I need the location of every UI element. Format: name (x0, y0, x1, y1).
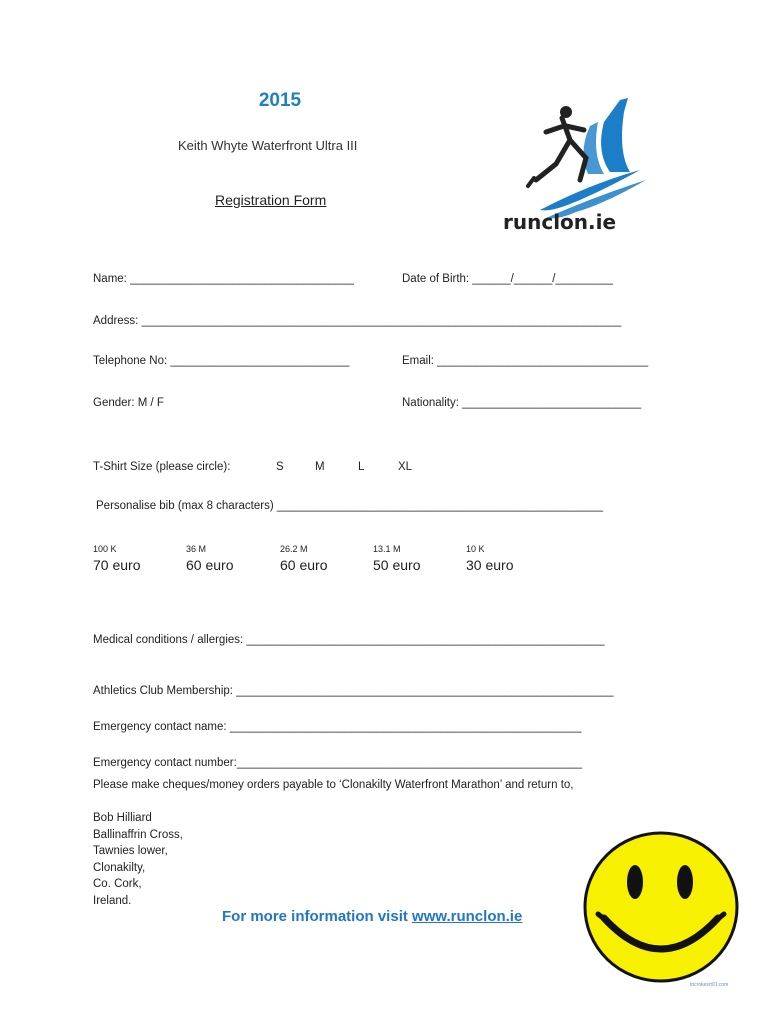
distance-10k: 10 K (466, 544, 485, 554)
address-line: Ballinaffrin Cross, (93, 828, 183, 841)
payment-note: Please make cheques/money orders payable to ‘Clonakilty Waterfront Marathon’ and return to, (93, 779, 574, 791)
gender-field: Gender: M / F (93, 397, 164, 409)
more-info-prefix: For more information visit (222, 908, 413, 925)
dob-field: Date of Birth: ______/______/_________ (402, 273, 614, 285)
distance-100k: 100 K (93, 544, 117, 554)
price-26m: 60 euro (280, 557, 328, 573)
tshirt-size-l: L (358, 461, 365, 473)
price-10k: 30 euro (466, 557, 514, 573)
smiley-face-icon (582, 830, 740, 985)
address-line: Bob Hilliard (93, 812, 152, 824)
event-name: Keith Whyte Waterfront Ultra III (178, 138, 358, 153)
logo-text: runclon.ie (503, 210, 617, 234)
address-field: Address: ___________________________________________________________________________ (93, 315, 622, 327)
emergency-number-field: Emergency contact number:______________________________________________________ (93, 757, 583, 769)
distance-26m: 26.2 M (280, 544, 308, 554)
nationality-field: Nationality: ____________________________ (402, 397, 642, 409)
name-field: Name: ___________________________________ (93, 273, 354, 285)
more-info-line (222, 908, 522, 925)
email-field: Email: _________________________________ (402, 355, 649, 367)
distance-13m: 13.1 M (373, 544, 401, 554)
medical-field: Medical conditions / allergies: ________________________________________________________ (93, 634, 605, 646)
price-13m: 50 euro (373, 557, 421, 573)
smiley-credit: tocrokesrt01.com (690, 982, 729, 988)
year-heading: 2015 (258, 90, 302, 111)
distance-36m: 36 M (186, 544, 207, 554)
form-title: Registration Form (215, 192, 327, 208)
price-100k: 70 euro (93, 557, 141, 573)
tshirt-size-m: M (315, 461, 325, 473)
bib-field: Personalise bib (max 8 characters) ___________________________________________________ (96, 500, 604, 512)
address-line: Clonakilty, (93, 861, 146, 874)
address-line: Ireland. (93, 894, 132, 907)
emergency-name-field: Emergency contact name: _______________________________________________________ (93, 721, 582, 733)
tshirt-size-s: S (276, 461, 284, 473)
price-36m: 60 euro (186, 557, 234, 573)
address-line: Co. Cork, (93, 878, 142, 890)
tshirt-label: T-Shirt Size (please circle): (93, 461, 231, 473)
return-address (93, 810, 183, 909)
tshirt-size-xl: XL (398, 461, 413, 473)
telephone-field: Telephone No: ____________________________ (93, 355, 350, 367)
club-field: Athletics Club Membership: ___________________________________________________________ (93, 685, 614, 697)
website-link[interactable]: www.runclon.ie (412, 908, 523, 925)
address-line: Tawnies lower, (93, 845, 168, 857)
